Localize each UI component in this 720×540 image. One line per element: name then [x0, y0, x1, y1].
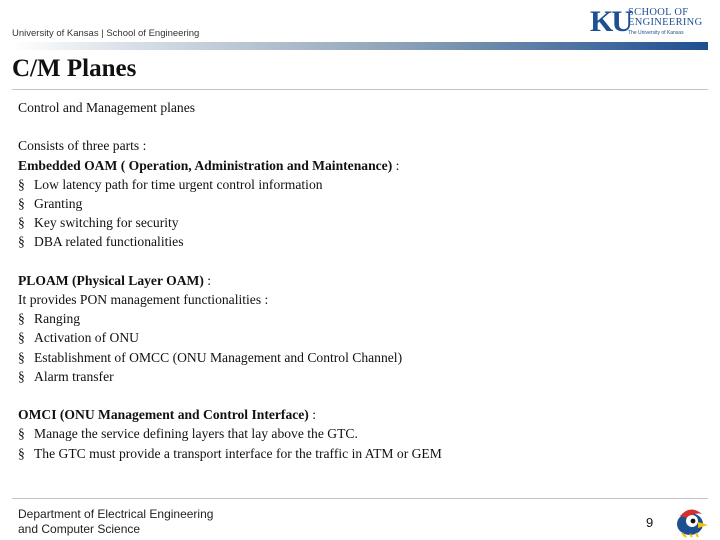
bullet-icon: §	[18, 196, 25, 211]
bullet-text: Granting	[34, 196, 83, 211]
bullet-text: The GTC must provide a transport interface for the traffic in ATM or GEM	[34, 445, 442, 461]
bullet-icon: §	[18, 234, 25, 250]
bullet-text: Low latency path for time urgent control information	[34, 176, 323, 192]
title-divider	[12, 89, 708, 90]
footer-line1: Department of Electrical Engineering	[18, 507, 214, 521]
section-heading-suffix: :	[392, 157, 400, 173]
slide-title: C/M Planes	[12, 55, 137, 82]
bullet-icon: §	[18, 176, 25, 192]
header-text: University of Kansas | School of Engineering	[12, 28, 200, 39]
jayhawk-mascot-icon	[670, 502, 710, 538]
bullet-text: DBA related functionalities	[34, 234, 184, 250]
bullet-text: Key switching for security	[34, 215, 179, 231]
section-heading	[18, 405, 708, 424]
bullet-text: Establishment of OMCC (ONU Management and Control Channel)	[34, 349, 403, 365]
logo-school-text	[628, 8, 702, 28]
bullet-item	[18, 424, 708, 443]
bullet-icon: §	[18, 368, 25, 384]
section-heading-bold: PLOAM (Physical Layer OAM)	[18, 272, 204, 288]
section-heading-bold: OMCI (ONU Management and Control Interface)	[18, 407, 309, 423]
bullet-icon: §	[18, 349, 25, 365]
bullet-item	[18, 309, 708, 328]
bullet-icon: §	[18, 445, 25, 461]
section-heading-bold: Embedded OAM ( Operation, Administration and Maintenance)	[18, 157, 393, 173]
footer-line2: and Computer Science	[18, 522, 141, 536]
bullet-item	[18, 194, 708, 213]
bullet-item	[18, 232, 708, 251]
intro-text: Control and Management planes	[18, 100, 196, 115]
parts-intro: Consists of three parts :	[18, 138, 147, 154]
bullet-icon: §	[18, 215, 25, 231]
section-heading-suffix: :	[203, 272, 212, 288]
section-heading	[18, 271, 708, 290]
bullet-text: Ranging	[34, 311, 81, 327]
section-heading-suffix: :	[308, 407, 317, 423]
header-gradient-bar	[12, 42, 708, 50]
section-subtext: It provides PON management functionalities :	[18, 292, 269, 307]
bullet-item	[18, 213, 708, 232]
bullet-item	[18, 444, 708, 463]
bullet-text: Manage the service defining layers that lay above the GTC.	[34, 426, 358, 442]
ku-engineering-logo	[590, 6, 714, 40]
section-heading	[18, 156, 708, 175]
slide-content	[18, 98, 708, 463]
bullet-icon: §	[18, 311, 25, 327]
page-number: 9	[646, 515, 654, 530]
bullet-item	[18, 175, 708, 194]
bullet-text: Alarm transfer	[34, 368, 114, 384]
bullet-item	[18, 328, 708, 347]
footer-department	[18, 507, 213, 537]
footer-divider	[12, 498, 708, 499]
bullet-icon: §	[18, 330, 25, 346]
bullet-item	[18, 367, 708, 386]
bullet-icon: §	[18, 426, 25, 442]
logo-ku-mark: KU	[590, 5, 631, 38]
logo-subtext: The University of Kansas	[628, 30, 684, 36]
bullet-item	[18, 348, 708, 367]
logo-line1: SCHOOL OF	[628, 7, 689, 18]
bullet-text: Activation of ONU	[34, 330, 139, 346]
logo-line2: ENGINEERING	[628, 17, 703, 28]
